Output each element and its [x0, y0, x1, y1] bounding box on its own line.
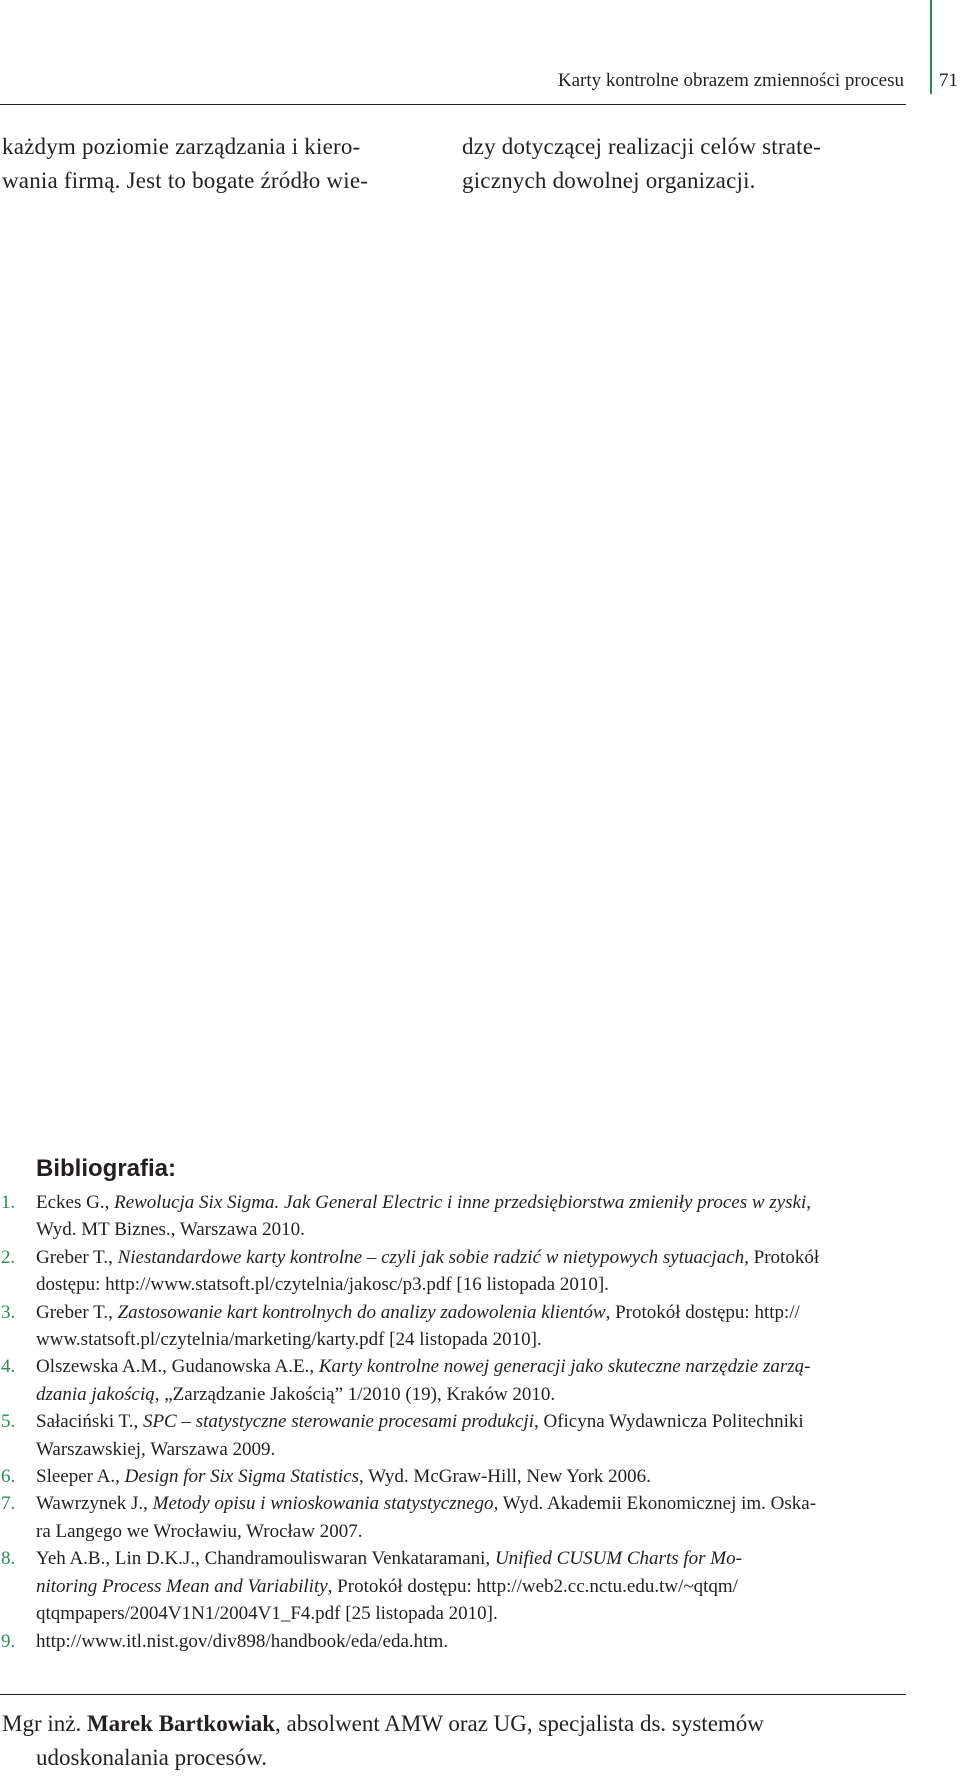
bibliography-text: , Protokół [744, 1246, 820, 1268]
bibliography-heading: Bibliografia: [36, 1155, 177, 1182]
bibliography-entry-line [36, 1326, 910, 1353]
bibliography-entry-line [36, 1244, 910, 1271]
bibliography-title-text: Niestandardowe karty kontrolne – czyli jak sobie radzić w nietypowych sytuacjach [117, 1246, 745, 1268]
body-text-right-column [462, 130, 908, 198]
bibliography-title-text: dzania jakością [36, 1383, 155, 1405]
body-text-line: każdym poziomie zarządzania i kiero- [2, 134, 361, 159]
bibliography-text: , Protokół dostępu: http://web2.cc.nctu.edu.tw/~qtqm/ [327, 1575, 738, 1597]
bibliography-entry-line [36, 1408, 910, 1435]
bibliography-text: , „Zarządzanie Jakością” 1/2010 (19), Kraków 2010. [154, 1383, 556, 1405]
bibliography-entry [0, 1545, 910, 1627]
bibliography-entry [0, 1299, 910, 1354]
header-vertical-rule [930, 0, 932, 94]
bibliography-text: qtqmpapers/2004V1N1/2004V1_F4.pdf [25 listopada 2010]. [36, 1603, 498, 1625]
bibliography-text: ra Langego we Wrocławiu, Wrocław 2007. [36, 1520, 363, 1542]
bibliography-entry [0, 1353, 910, 1408]
bibliography-entry [0, 1244, 910, 1299]
footer-rule [0, 1694, 906, 1695]
bibliography-title-text: Karty kontrolne nowej generacji jako skuteczne narzędzie zarzą- [318, 1356, 811, 1378]
body-text-left-column [2, 130, 442, 198]
bibliography-title-text: Zastosowanie kart kontrolnych do analizy zadowolenia klientów [117, 1301, 606, 1323]
bibliography-entry [0, 1408, 910, 1463]
bibliography-text: , Wyd. McGraw-Hill, New York 2006. [358, 1466, 651, 1488]
bibliography-entry-number: 4. [1, 1356, 16, 1378]
author-note [2, 1707, 902, 1775]
bibliography-entry-number: 2. [1, 1246, 16, 1268]
bibliography-entry-number: 7. [1, 1493, 16, 1515]
bibliography-entry-number: 5. [1, 1411, 16, 1433]
bibliography-text: , Protokół dostępu: http:// [605, 1301, 800, 1323]
bibliography-text: Eckes G., [36, 1192, 115, 1213]
bibliography-entry-line [36, 1353, 910, 1380]
bibliography-text: Sałaciński T., [36, 1411, 143, 1433]
bibliography-entry-line [36, 1518, 910, 1545]
bibliography-text: Greber T., [36, 1301, 118, 1323]
body-text-line: gicznych dowolnej organizacji. [462, 168, 756, 193]
bibliography-entry-number: 1. [1, 1192, 16, 1213]
bibliography-entry-line [36, 1436, 910, 1463]
author-note-description: , absolwent AMW oraz UG, specjalista ds. systemów [275, 1711, 764, 1736]
bibliography-text: Olszewska A.M., Gudanowska A.E., [36, 1356, 319, 1378]
bibliography-entry-number: 3. [1, 1301, 16, 1323]
bibliography-entry-line [36, 1299, 910, 1326]
bibliography-text: Wyd. MT Biznes., Warszawa 2010. [36, 1219, 305, 1241]
bibliography-text: Yeh A.B., Lin D.K.J., Chandramouliswaran Venkataramani, [36, 1548, 495, 1570]
bibliography-title-text: nitoring Process Mean and Variability [36, 1575, 328, 1597]
body-text-line: wania firmą. Jest to bogate źródło wie- [2, 168, 369, 193]
bibliography-entry-line [36, 1271, 910, 1298]
bibliography-text: www.statsoft.pl/czytelnia/marketing/karty.pdf [24 listopada 2010]. [36, 1329, 542, 1351]
bibliography-title-text: Design for Six Sigma Statistics [124, 1466, 359, 1488]
bibliography-entry [0, 1490, 910, 1545]
bibliography-list [0, 1189, 910, 1655]
body-text-line: dzy dotyczącej realizacji celów strate- [462, 134, 821, 159]
bibliography-entry [0, 1463, 910, 1490]
bibliography-text: Warszawskiej, Warszawa 2009. [36, 1438, 276, 1460]
author-name: Marek Bartkowiak [86, 1711, 276, 1736]
bibliography-title-text: Unified CUSUM Charts for Mo- [494, 1548, 742, 1570]
bibliography-title-text: SPC – statystyczne sterowanie procesami produkcji [142, 1411, 534, 1433]
bibliography-entry-line [36, 1573, 910, 1600]
page-number: 71 [939, 70, 958, 91]
bibliography-entry-line [36, 1545, 910, 1572]
bibliography-entry-line [36, 1600, 910, 1627]
running-header-title: Karty kontrolne obrazem zmienności procesu [557, 70, 904, 91]
author-note-prefix: Mgr inż. [2, 1711, 87, 1736]
bibliography-entry-line [36, 1490, 910, 1517]
bibliography-entry-line [36, 1381, 910, 1408]
bibliography-text: , [806, 1192, 811, 1213]
bibliography-entry [0, 1628, 910, 1655]
bibliography-entry-line [36, 1463, 910, 1490]
author-note-line-2: udoskonalania procesów. [36, 1745, 267, 1770]
bibliography-text: , Oficyna Wydawnicza Politechniki [533, 1411, 804, 1433]
header-rule [0, 104, 906, 105]
bibliography-text: http://www.itl.nist.gov/div898/handbook/eda/eda.htm. [36, 1630, 448, 1652]
bibliography-entry-number: 8. [1, 1548, 16, 1570]
bibliography-entry [0, 1189, 910, 1244]
bibliography-entry-number: 6. [1, 1466, 16, 1488]
bibliography-entry-line [36, 1216, 910, 1243]
bibliography-title-text: Metody opisu i wnioskowania statystycznego [152, 1493, 494, 1515]
bibliography-text: Greber T., [36, 1246, 118, 1268]
bibliography-entry-line [36, 1628, 910, 1655]
bibliography-entry-line [36, 1189, 910, 1216]
bibliography-text: Sleeper A., [36, 1466, 125, 1488]
bibliography-text: , Wyd. Akademii Ekonomicznej im. Oska- [493, 1493, 817, 1515]
bibliography-title-text: Rewolucja Six Sigma. Jak General Electric i inne przedsiębiorstwa zmieniły proces w zyski [114, 1192, 807, 1213]
bibliography-text: Wawrzynek J., [36, 1493, 153, 1515]
bibliography-entry-number: 9. [1, 1630, 16, 1652]
bibliography-text: dostępu: http://www.statsoft.pl/czytelnia/jakosc/p3.pdf [16 listopada 2010]. [36, 1274, 609, 1296]
